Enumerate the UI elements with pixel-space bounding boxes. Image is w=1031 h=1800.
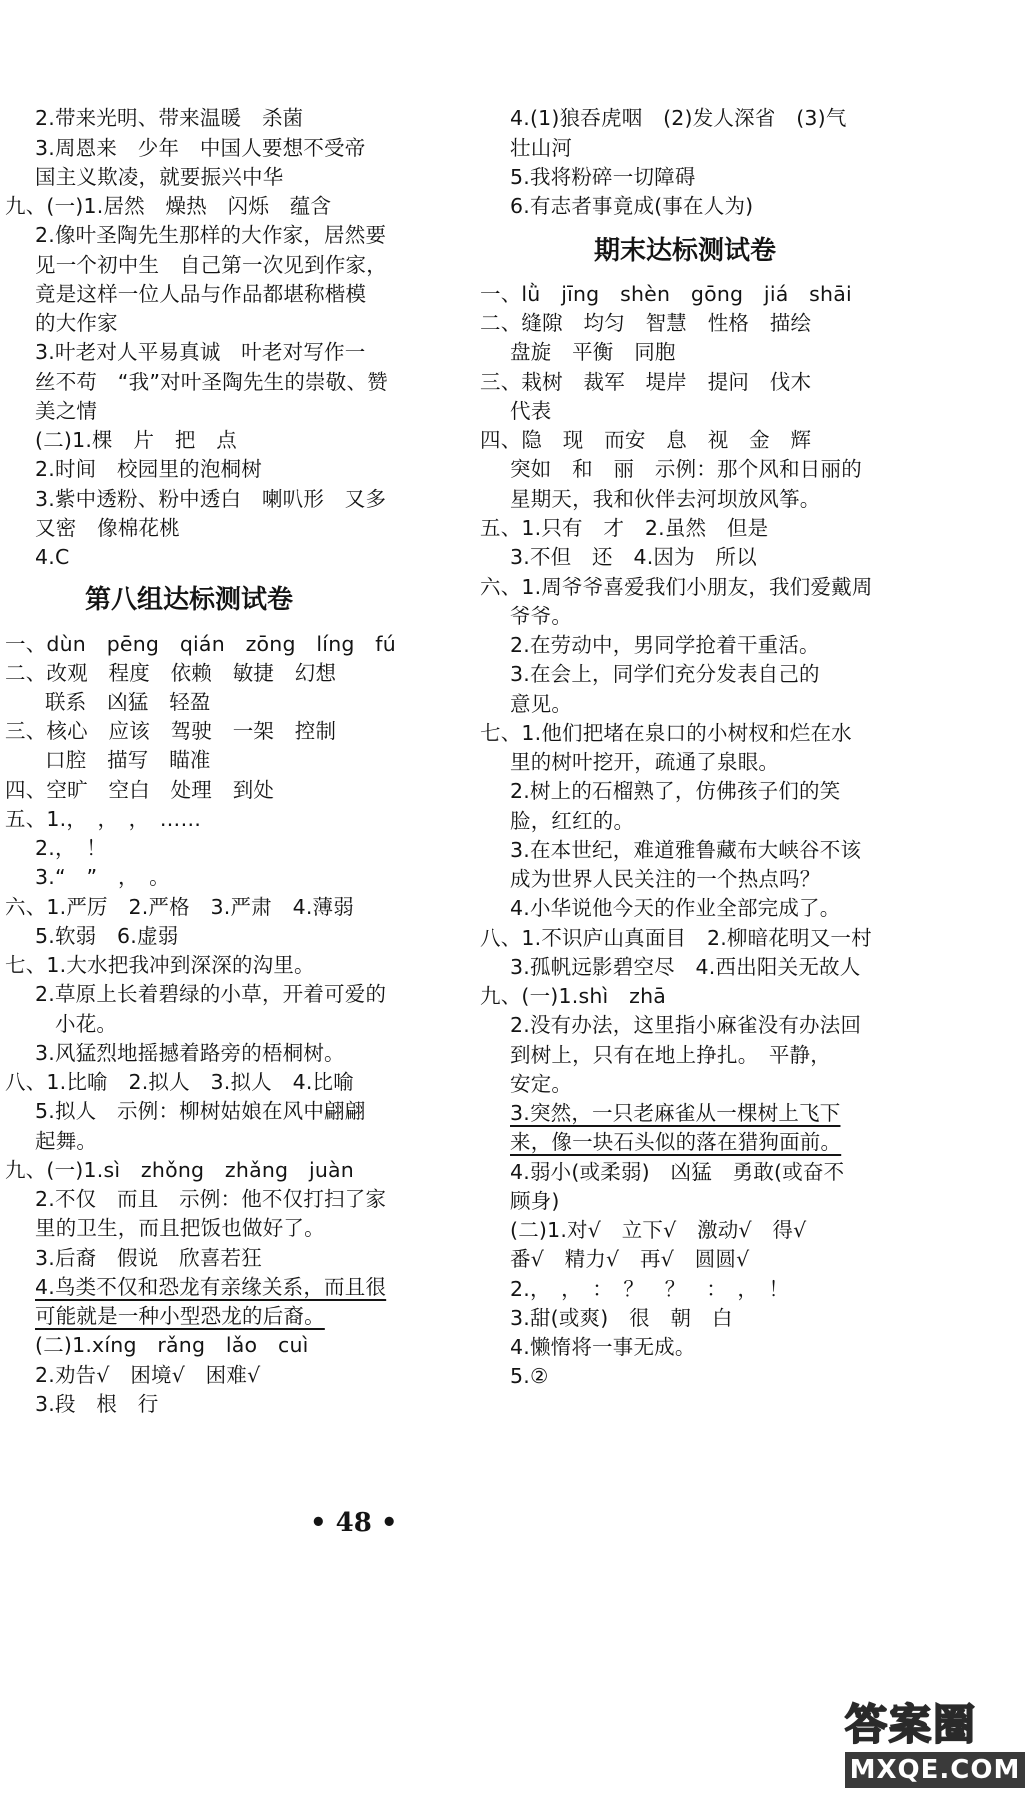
answer-line: 2.没有办法，这里指小麻雀没有办法回: [510, 1013, 862, 1037]
answer-line: 竟是这样一位人品与作品都堪称楷模: [35, 282, 367, 306]
answer-line: 国主义欺凌，就要振兴中华: [35, 165, 284, 189]
answer-line: 2.， ！: [35, 836, 107, 860]
answer-line: 二、改观 程度 依赖 敏捷 幻想: [5, 661, 337, 685]
answer-line: 4.弱小(或柔弱) 凶猛 勇敢(或奋不: [510, 1160, 845, 1184]
answer-line: 九、(一)1.居然 燥热 闪烁 蕴含: [5, 194, 332, 218]
answer-line: 4.小华说他今天的作业全部完成了。: [510, 896, 841, 920]
answer-line: 脸，红红的。: [510, 809, 635, 833]
answer-line: 成为世界人民关注的一个热点吗？: [510, 867, 821, 891]
answer-line: 一、lǜ jīng shèn gōng jiá shāi: [480, 282, 852, 306]
answer-line: 6.有志者事竟成(事在人为): [510, 194, 754, 218]
answer-line: (二)1.对√ 立下√ 激动√ 得√: [510, 1218, 807, 1242]
answer-line: 2.像叶圣陶先生那样的大作家，居然要: [35, 223, 387, 247]
answer-line-underlined: 4.鸟类不仅和恐龙有亲缘关系，而且很: [35, 1275, 387, 1299]
answer-line: 3.甜(或爽) 很 朝 白: [510, 1306, 733, 1330]
answer-line: 2.不仅 而且 示例：他不仅打扫了家: [35, 1187, 387, 1211]
answer-line: 2.劝告√ 困境√ 困难√: [35, 1363, 261, 1387]
answer-line: 四、空旷 空白 处理 到处: [5, 778, 275, 802]
answer-line-underlined: 来，像一块石头似的落在猎狗面前。: [510, 1130, 842, 1154]
answer-line: 3.孤帆远影碧空尽 4.西出阳关无故人: [510, 955, 861, 979]
answer-line-underlined: 可能就是一种小型恐龙的后裔。: [35, 1304, 325, 1328]
answer-line: 里的卫生，而且把饭也做好了。: [35, 1216, 325, 1240]
answer-line-underlined: 3.突然，一只老麻雀从一棵树上飞下: [510, 1101, 841, 1125]
answer-line: 小花。: [55, 1012, 118, 1036]
answer-line: 顾身): [510, 1189, 560, 1213]
answer-line: 口腔 描写 瞄准: [45, 748, 211, 772]
answer-line: 三、核心 应该 驾驶 一架 控制: [5, 719, 337, 743]
watermark-url: MXQE.COM: [845, 1752, 1025, 1788]
answer-line: 九、(一)1.sì zhǒng zhǎng juàn: [5, 1158, 354, 1182]
answer-line: 3.不但 还 4.因为 所以: [510, 545, 757, 569]
answer-line: 意见。: [510, 692, 573, 716]
answer-line: 又密 像棉花桃: [35, 516, 180, 540]
answer-line: 星期天，我和伙伴去河坝放风筝。: [510, 487, 821, 511]
answer-line: 安定。: [510, 1072, 573, 1096]
answer-line: 3.后裔 假说 欣喜若狂: [35, 1246, 262, 1270]
answer-line: 2.， ， ： ？ ？ ： ， ！: [510, 1277, 790, 1301]
watermark-logo: [845, 1700, 1025, 1795]
answer-line: (二)1.棵 片 把 点: [35, 428, 237, 452]
answer-line: 4.C: [35, 545, 70, 569]
answer-line: 九、(一)1.shì zhā: [480, 984, 667, 1008]
answer-line: 5.②: [510, 1364, 549, 1388]
answer-line: 起舞。: [35, 1129, 98, 1153]
answer-line: 六、1.周爷爷喜爱我们小朋友，我们爱戴周: [480, 575, 873, 599]
answer-line: 的大作家: [35, 311, 118, 335]
answer-line: 盘旋 平衡 同胞: [510, 340, 676, 364]
page-number: • 48 •: [310, 1508, 398, 1538]
answer-line: 3.段 根 行: [35, 1392, 159, 1416]
answer-line: 5.软弱 6.虚弱: [35, 924, 179, 948]
answer-line: 见一个初中生 自己第一次见到作家，: [35, 253, 387, 277]
answer-line: 联系 凶猛 轻盈: [45, 690, 211, 714]
answer-line: 2.带来光明、带来温暖 杀菌: [35, 106, 304, 130]
answer-line: 突如 和 丽 示例：那个风和日丽的: [510, 457, 862, 481]
answer-line: 3.风猛烈地摇撼着路旁的梧桐树。: [35, 1041, 345, 1065]
answer-line: 5.拟人 示例：柳树姑娘在风中翩翩: [35, 1099, 366, 1123]
answer-line: 4.(1)狼吞虎咽 (2)发人深省 (3)气: [510, 106, 847, 130]
answer-line: 番√ 精力√ 再√ 圆圆√: [510, 1247, 750, 1271]
answer-line: 三、栽树 裁军 堤岸 提问 伐木: [480, 370, 812, 394]
answer-line: 七、1.大水把我冲到深深的沟里。: [5, 953, 315, 977]
answer-line: 五、1.， ， ， ……: [5, 807, 202, 831]
answer-line: 七、1.他们把堵在泉口的小树杈和烂在水: [480, 721, 852, 745]
section-title: 期末达标测试卷: [594, 236, 777, 266]
answer-line: 美之情: [35, 399, 98, 423]
answer-line: 六、1.严厉 2.严格 3.严肃 4.薄弱: [5, 895, 354, 919]
answer-line: 里的树叶挖开，疏通了泉眼。: [510, 750, 780, 774]
answer-line: 四、隐 现 而安 息 视 金 辉: [480, 428, 812, 452]
answer-line: (二)1.xíng rǎng lǎo cuì: [35, 1333, 309, 1357]
answer-line: 3.叶老对人平易真诚 叶老对写作一: [35, 340, 366, 364]
answer-line: 3.“ ” ， 。: [35, 865, 170, 889]
answer-line: 2.树上的石榴熟了，仿佛孩子们的笑: [510, 779, 841, 803]
answer-line: 2.时间 校园里的泡桐树: [35, 457, 262, 481]
watermark-title: 答案圈: [845, 1700, 978, 1749]
answer-line: 一、dùn pēng qián zōng líng fú: [5, 632, 396, 656]
section-title: 第八组达标测试卷: [85, 585, 294, 615]
answer-line: 八、1.不识庐山真面目 2.柳暗花明又一村: [480, 926, 872, 950]
answer-line: 5.我将粉碎一切障碍: [510, 165, 696, 189]
answer-line: 3.紫中透粉、粉中透白 喇叭形 又多: [35, 487, 387, 511]
answer-line: 3.在本世纪，难道雅鲁藏布大峡谷不该: [510, 838, 862, 862]
answer-line: 3.在会上，同学们充分发表自己的: [510, 662, 820, 686]
answer-line: 壮山河: [510, 136, 573, 160]
answer-line: 爷爷。: [510, 604, 573, 628]
answer-line: 代表: [510, 399, 552, 423]
answer-line: 丝不苟 “我”对叶圣陶先生的崇敬、赞: [35, 370, 388, 394]
answer-line: 2.在劳动中，男同学抢着干重活。: [510, 633, 820, 657]
answer-line: 二、缝隙 均匀 智慧 性格 描绘: [480, 311, 812, 335]
answer-line: 4.懒惰将一事无成。: [510, 1335, 696, 1359]
answer-line: 五、1.只有 才 2.虽然 但是: [480, 516, 769, 540]
answer-line: 2.草原上长着碧绿的小草，开着可爱的: [35, 982, 387, 1006]
answer-line: 到树上，只有在地上挣扎。 平静，: [510, 1043, 831, 1067]
answer-line: 3.周恩来 少年 中国人要想不受帝: [35, 136, 366, 160]
answer-line: 八、1.比喻 2.拟人 3.拟人 4.比喻: [5, 1070, 354, 1094]
